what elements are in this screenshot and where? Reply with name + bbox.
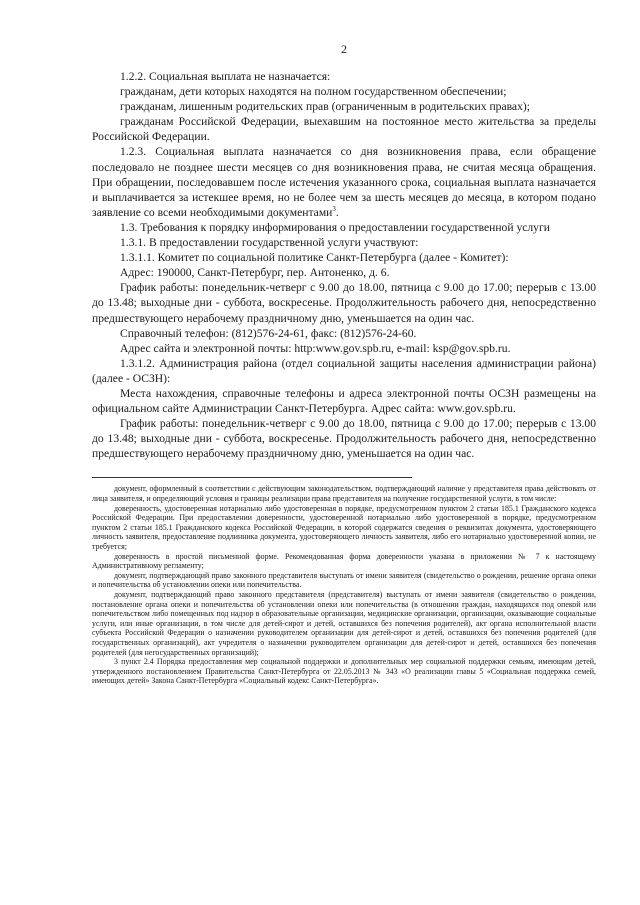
paragraph-1-3-1: 1.3.1. В предоставлении государственной услуги участвуют: (120, 236, 419, 250)
paragraph-1-3-1-2: 1.3.1.2. Администрация района (отдел социальной защиты населения администрации района) (далее - ОСЗН): (92, 356, 596, 385)
footnote-text: доверенность в простой письменной форме. Рекомендованная форма доверенности указана в приложении № 7 к настоящему Административному регламенту; (92, 551, 596, 571)
paragraph-1-2-2: 1.2.2. Социальная выплата не назначается: (120, 70, 331, 83)
footnotes (92, 484, 596, 685)
paragraph-item-deprived: гражданам, лишенным родительских прав (ограниченным в родительских правах); (120, 100, 530, 114)
paragraph-schedule-oszn: График работы: понедельник-четверг с 9.00 до 18.00, пятница с 9.00 до 17.00; перерыв с 13.00 до 13.48; выходные дни - суббота, воскресенье. Продолжительность рабочего дня, непосредственно предшествующего нерабочему праздничному дню, уменьшается на один час. (92, 417, 596, 461)
paragraph-phone: Справочный телефон: (812)576-24-61, факс: (812)576-24-60. (120, 326, 417, 340)
paragraph-locations: Места нахождения, справочные телефоны и адреса электронной почты ОСЗН размещены на официальном сайте Администрации Санкт-Петербурга. Адрес сайта: www.gov.spb.ru. (92, 386, 596, 416)
footnote-text: документ, оформленный в соответствии с действующим законодательством, подтверждающий наличие у представителя права действовать от лица заявителя, и определяющий условия и границы реализации права представителя на получение государственной услуги, в том числе: (92, 484, 596, 504)
paragraph-item-children: гражданам, дети которых находятся на полном государственном обеспечении; (120, 85, 507, 99)
paragraph-website: Адрес сайта и электронной почты: http:www.gov.spb.ru, e-mail: ksp@gov.spb.ru. (120, 341, 511, 355)
paragraph-1-2-3: 1.2.3. Социальная выплата назначается со дня возникновения права, если обращение последовало не позднее шести месяцев со дня возникновения права, не считая месяца обращения. При обращении, последовавшем после истечения указанного срока, социальная выплата назначается и выплачивается за истекшее время, но не более чем за шесть месяцев до месяца, в котором подано заявление со всеми необходимыми документами$^3$. (92, 145, 596, 219)
paragraph-1-3-1-1: 1.3.1.1. Комитет по социальной политике Санкт-Петербурга (далее - Комитет): (120, 251, 509, 265)
footnote-divider (92, 477, 412, 478)
document-body (92, 69, 596, 461)
footnote-text: документ, подтверждающий право законного представителя выступать от имени заявителя (свидетельство о рождении, решение органа опеки и попечительства об установлении опеки или попечительства. (92, 570, 596, 590)
footnote-text: доверенность, удостоверенная нотариально либо удостоверенная в порядке, предусмотренном пунктом 2 статьи 185.1 Гражданского кодекса Российской Федерации. При предоставлении доверенности, удостоверенной нотариально либо удостоверенной в порядке, предусмотренном пунктом 2 статьи 185.1 Гражданского кодекса Российской Федерации, в которой содержатся сведения о реквизитах документа, удостоверяющего личность заявителя, предоставление подлинника документа, удостоверяющего личность заявителя, либо его нотариально удостоверенной копии, не требуется; (92, 503, 596, 551)
paragraph-1-2-3-text: 1.2.3. Социальная выплата назначается со дня возникновения права, если обращение последовало не позднее шести месяцев со дня возникновения права, не считая месяца обращения. При обращении, последовавшем после истечения указанного срока, социальная выплата назначается и выплачивается за истекшее время, но не более чем за шесть месяцев до месяца, в котором подано заявление со всеми необходимыми документами (92, 145, 596, 219)
paragraph-1-3: 1.3. Требования к порядку информирования о предоставлении государственной услуги (120, 220, 550, 234)
page-number: 2 (341, 42, 347, 56)
footnote-text: 3 пункт 2.4 Порядка предоставления мер социальной поддержки и дополнительных мер социальной поддержки семьям, имеющим детей, утвержденного постановлением Правительства Санкт-Петербурга от 22.05.2013 № 343 «О реализации главы 5 «Социальная поддержка семей, имеющих детей» Закона Санкт-Петербурга «Социальный кодекс Санкт-Петербурга». (92, 657, 596, 686)
paragraph-address: Адрес: 190000, Санкт-Петербург, пер. Антоненко, д. 6. (120, 266, 390, 280)
footnote-ref: 3 (332, 204, 336, 213)
footnote-text: документ, подтверждающий право законного представителя (представителя) выступать от имени заявителя (свидетельство о рождении, постановление органа опеки и попечительства об установлении опеки или попечительства (в отношении граждан, находящихся под опекой или попечительством либо помещенных под надзор в образовательные организации, медицинские организации, организации, оказывающие социальные услуги, или иные организации, в том числе для детей-сирот и детей, оставшихся без попечения родителей), акт органа исполнительной власти субъекта Российской Федерации о назначении руководителем организации для детей-сирот и детей, оставшихся без попечения родителей (для государственных организаций), акт учредителя о назначении руководителем организации для детей-сирот и детей, оставшихся без попечения родителей (для негосударственных организаций); (92, 589, 596, 657)
paragraph-schedule-committee: График работы: понедельник-четверг с 9.00 до 18.00, пятница с 9.00 до 17.00; перерыв с 13.00 до 13.48; выходные дни - суббота, воскресенье. Продолжительность рабочего дня, непосредственно предшествующего нерабочему праздничному дню, уменьшается на один час. (92, 281, 596, 325)
paragraph-item-abroad: гражданам Российской Федерации, выехавшим на постоянное место жительства за пределы Российской Федерации. (92, 115, 596, 144)
